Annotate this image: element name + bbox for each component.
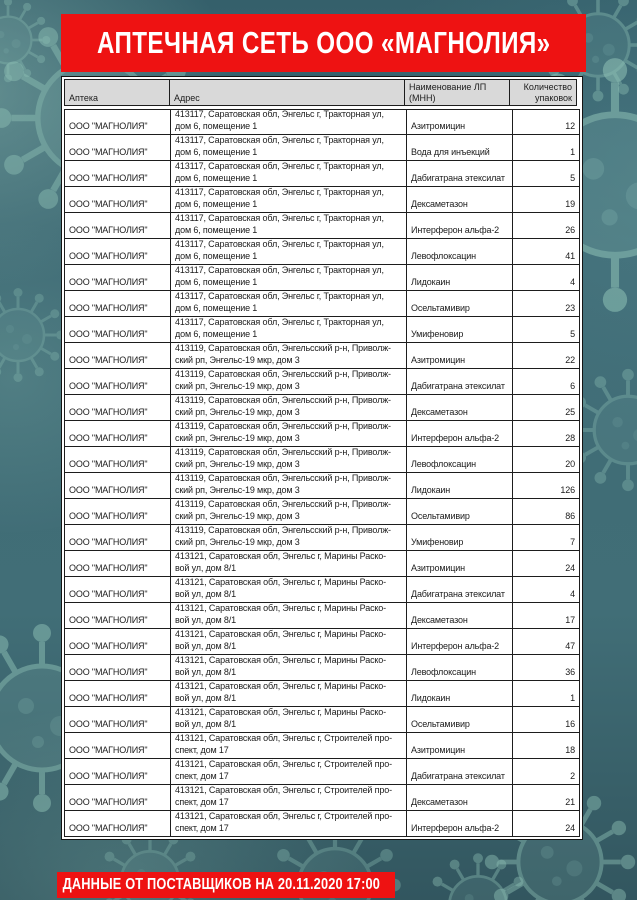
package-count: 22 [512, 343, 580, 369]
package-count: 4 [512, 577, 580, 603]
table-row [64, 603, 580, 629]
table-row [64, 421, 580, 447]
table-row [64, 369, 580, 395]
table-row [64, 629, 580, 655]
address-line-1: 413119, Саратовская обл, Энгельсский р-н, Приволж- [175, 343, 391, 353]
pharmacy-name: ООО "МАГНОЛИЯ" [64, 109, 170, 135]
package-count: 20 [512, 447, 580, 473]
table-row [64, 811, 580, 837]
address-line-2: дом 6, помещение 1 [175, 224, 258, 235]
address-line-2: ский рп, Энгельс-19 мкр, дом 3 [175, 432, 300, 443]
address-line-1: 413121, Саратовская обл, Энгельс г, Марины Раско- [175, 655, 387, 665]
address-line-2: дом 6, помещение 1 [175, 250, 258, 261]
drug-name: Умифеновир [406, 525, 512, 551]
package-count: 17 [512, 603, 580, 629]
table-row [64, 239, 580, 265]
address-cell [170, 655, 406, 681]
table-row [64, 577, 580, 603]
pharmacy-name: ООО "МАГНОЛИЯ" [64, 655, 170, 681]
address-line-1: 413119, Саратовская обл, Энгельсский р-н, Приволж- [175, 421, 391, 431]
pharmacy-name: ООО "МАГНОЛИЯ" [64, 395, 170, 421]
address-line-1: 413117, Саратовская обл, Энгельс г, Тракторная ул, [175, 109, 384, 119]
address-line-2: спект, дом 17 [175, 770, 229, 781]
address-line-1: 413119, Саратовская обл, Энгельсский р-н, Приволж- [175, 369, 391, 379]
address-cell [170, 733, 406, 759]
table-row [64, 759, 580, 785]
address-line-1: 413117, Саратовская обл, Энгельс г, Тракторная ул, [175, 317, 384, 327]
package-count: 2 [512, 759, 580, 785]
package-count: 28 [512, 421, 580, 447]
drug-name: Лидокаин [406, 473, 512, 499]
address-line-1: 413121, Саратовская обл, Энгельс г, Строителей про- [175, 811, 392, 821]
drug-name: Дексаметазон [406, 395, 512, 421]
pharmacy-name: ООО "МАГНОЛИЯ" [64, 265, 170, 291]
address-line-1: 413121, Саратовская обл, Энгельс г, Строителей про- [175, 785, 392, 795]
column-header-pharmacy: Аптека [64, 79, 170, 106]
drug-name: Вода для инъекций [406, 135, 512, 161]
pharmacy-stock-table [61, 76, 583, 840]
package-count: 86 [512, 499, 580, 525]
drug-name: Осельтамивир [406, 291, 512, 317]
package-count: 23 [512, 291, 580, 317]
drug-name: Осельтамивир [406, 499, 512, 525]
pharmacy-name: ООО "МАГНОЛИЯ" [64, 421, 170, 447]
drug-name: Левофлоксацин [406, 239, 512, 265]
package-count: 6 [512, 369, 580, 395]
address-line-1: 413121, Саратовская обл, Энгельс г, Строителей про- [175, 733, 392, 743]
address-line-1: 413117, Саратовская обл, Энгельс г, Тракторная ул, [175, 135, 384, 145]
address-cell [170, 629, 406, 655]
pharmacy-name: ООО "МАГНОЛИЯ" [64, 733, 170, 759]
footer-text: ДАННЫЕ ОТ ПОСТАВЩИКОВ НА 20.11.2020 17:00 [62, 876, 381, 893]
address-line-1: 413117, Саратовская обл, Энгельс г, Тракторная ул, [175, 187, 384, 197]
address-line-2: дом 6, помещение 1 [175, 328, 258, 339]
pharmacy-name: ООО "МАГНОЛИЯ" [64, 317, 170, 343]
pharmacy-name: ООО "МАГНОЛИЯ" [64, 135, 170, 161]
table-row [64, 187, 580, 213]
address-line-1: 413119, Саратовская обл, Энгельсский р-н, Приволж- [175, 525, 391, 535]
pharmacy-name: ООО "МАГНОЛИЯ" [64, 161, 170, 187]
package-count: 25 [512, 395, 580, 421]
address-cell [170, 187, 406, 213]
pharmacy-name: ООО "МАГНОЛИЯ" [64, 681, 170, 707]
table-row [64, 291, 580, 317]
table-row [64, 785, 580, 811]
address-line-2: ский рп, Энгельс-19 мкр, дом 3 [175, 406, 300, 417]
drug-name: Дексаметазон [406, 603, 512, 629]
address-cell [170, 135, 406, 161]
package-count: 24 [512, 811, 580, 837]
drug-name: Лидокаин [406, 265, 512, 291]
table-row [64, 655, 580, 681]
address-line-2: вой ул, дом 8/1 [175, 640, 236, 651]
drug-name: Осельтамивир [406, 707, 512, 733]
drug-name: Дабигатрана этексилат [406, 577, 512, 603]
drug-name: Лидокаин [406, 681, 512, 707]
address-cell [170, 785, 406, 811]
address-cell [170, 707, 406, 733]
address-cell [170, 603, 406, 629]
address-cell [170, 109, 406, 135]
address-cell [170, 343, 406, 369]
drug-name: Дексаметазон [406, 785, 512, 811]
pharmacy-name: ООО "МАГНОЛИЯ" [64, 707, 170, 733]
address-line-2: спект, дом 17 [175, 796, 229, 807]
table-row [64, 447, 580, 473]
package-count: 5 [512, 161, 580, 187]
table-body [64, 109, 580, 837]
address-cell [170, 239, 406, 265]
package-count: 5 [512, 317, 580, 343]
table-row [64, 499, 580, 525]
pharmacy-name: ООО "МАГНОЛИЯ" [64, 187, 170, 213]
address-line-2: ский рп, Энгельс-19 мкр, дом 3 [175, 354, 300, 365]
address-line-2: вой ул, дом 8/1 [175, 718, 236, 729]
address-line-1: 413119, Саратовская обл, Энгельсский р-н, Приволж- [175, 395, 391, 405]
pharmacy-name: ООО "МАГНОЛИЯ" [64, 603, 170, 629]
address-line-2: вой ул, дом 8/1 [175, 614, 236, 625]
address-line-2: дом 6, помещение 1 [175, 198, 258, 209]
pharmacy-name: ООО "МАГНОЛИЯ" [64, 785, 170, 811]
pharmacy-name: ООО "МАГНОЛИЯ" [64, 213, 170, 239]
package-count: 19 [512, 187, 580, 213]
pharmacy-name: ООО "МАГНОЛИЯ" [64, 239, 170, 265]
address-line-1: 413121, Саратовская обл, Энгельс г, Марины Раско- [175, 629, 387, 639]
pharmacy-name: ООО "МАГНОЛИЯ" [64, 473, 170, 499]
address-cell [170, 317, 406, 343]
address-line-2: ский рп, Энгельс-19 мкр, дом 3 [175, 458, 300, 469]
drug-name: Азитромицин [406, 109, 512, 135]
address-line-2: вой ул, дом 8/1 [175, 588, 236, 599]
pharmacy-name: ООО "МАГНОЛИЯ" [64, 811, 170, 837]
drug-name: Левофлоксацин [406, 447, 512, 473]
address-line-1: 413121, Саратовская обл, Энгельс г, Марины Раско- [175, 681, 387, 691]
drug-name: Умифеновир [406, 317, 512, 343]
address-cell [170, 551, 406, 577]
drug-name: Дабигатрана этексилат [406, 369, 512, 395]
address-line-2: ский рп, Энгельс-19 мкр, дом 3 [175, 484, 300, 495]
table-row [64, 213, 580, 239]
address-line-2: вой ул, дом 8/1 [175, 562, 236, 573]
drug-name: Дексаметазон [406, 187, 512, 213]
package-count: 12 [512, 109, 580, 135]
address-line-2: ский рп, Энгельс-19 мкр, дом 3 [175, 536, 300, 547]
package-count: 47 [512, 629, 580, 655]
address-line-1: 413117, Саратовская обл, Энгельс г, Тракторная ул, [175, 161, 384, 171]
address-cell [170, 811, 406, 837]
address-line-2: дом 6, помещение 1 [175, 302, 258, 313]
address-line-1: 413121, Саратовская обл, Энгельс г, Марины Раско- [175, 707, 387, 717]
table-row [64, 473, 580, 499]
address-line-2: ский рп, Энгельс-19 мкр, дом 3 [175, 510, 300, 521]
table-row [64, 317, 580, 343]
address-cell [170, 525, 406, 551]
address-line-2: спект, дом 17 [175, 822, 229, 833]
address-line-1: 413119, Саратовская обл, Энгельсский р-н, Приволж- [175, 499, 391, 509]
package-count: 126 [512, 473, 580, 499]
table-row [64, 733, 580, 759]
package-count: 24 [512, 551, 580, 577]
title-banner [61, 14, 586, 72]
column-header-drug-name: Наименование ЛП (МНН) [404, 79, 510, 106]
package-count: 36 [512, 655, 580, 681]
pharmacy-name: ООО "МАГНОЛИЯ" [64, 577, 170, 603]
drug-name: Дабигатрана этексилат [406, 161, 512, 187]
pharmacy-name: ООО "МАГНОЛИЯ" [64, 447, 170, 473]
package-count: 1 [512, 135, 580, 161]
address-line-2: дом 6, помещение 1 [175, 276, 258, 287]
address-cell [170, 759, 406, 785]
table-header-row [64, 79, 580, 106]
address-cell [170, 421, 406, 447]
address-line-2: вой ул, дом 8/1 [175, 692, 236, 703]
address-line-1: 413121, Саратовская обл, Энгельс г, Марины Раско- [175, 603, 387, 613]
pharmacy-name: ООО "МАГНОЛИЯ" [64, 369, 170, 395]
drug-name: Дабигатрана этексилат [406, 759, 512, 785]
page-title: АПТЕЧНАЯ СЕТЬ ООО «МАГНОЛИЯ» [96, 25, 551, 60]
package-count: 7 [512, 525, 580, 551]
drug-name: Азитромицин [406, 343, 512, 369]
address-cell [170, 447, 406, 473]
pharmacy-name: ООО "МАГНОЛИЯ" [64, 525, 170, 551]
address-line-1: 413119, Саратовская обл, Энгельсский р-н, Приволж- [175, 447, 391, 457]
drug-name: Интерферон альфа-2 [406, 213, 512, 239]
address-line-2: дом 6, помещение 1 [175, 120, 258, 131]
package-count: 18 [512, 733, 580, 759]
column-header-package-count: Количество упаковок [509, 79, 577, 106]
table-row [64, 551, 580, 577]
address-cell [170, 577, 406, 603]
address-cell [170, 291, 406, 317]
address-line-2: дом 6, помещение 1 [175, 146, 258, 157]
address-cell [170, 369, 406, 395]
address-line-2: вой ул, дом 8/1 [175, 666, 236, 677]
address-line-1: 413117, Саратовская обл, Энгельс г, Тракторная ул, [175, 239, 384, 249]
table-row [64, 135, 580, 161]
table-row [64, 343, 580, 369]
pharmacy-name: ООО "МАГНОЛИЯ" [64, 759, 170, 785]
address-cell [170, 213, 406, 239]
address-line-2: ский рп, Энгельс-19 мкр, дом 3 [175, 380, 300, 391]
package-count: 1 [512, 681, 580, 707]
pharmacy-name: ООО "МАГНОЛИЯ" [64, 629, 170, 655]
pharmacy-name: ООО "МАГНОЛИЯ" [64, 291, 170, 317]
package-count: 16 [512, 707, 580, 733]
address-cell [170, 161, 406, 187]
address-cell [170, 681, 406, 707]
column-header-address: Адрес [169, 79, 405, 106]
package-count: 26 [512, 213, 580, 239]
table-row [64, 525, 580, 551]
address-cell [170, 265, 406, 291]
address-line-2: дом 6, помещение 1 [175, 172, 258, 183]
drug-name: Азитромицин [406, 551, 512, 577]
table-row [64, 681, 580, 707]
address-line-1: 413117, Саратовская обл, Энгельс г, Тракторная ул, [175, 291, 384, 301]
address-line-1: 413117, Саратовская обл, Энгельс г, Тракторная ул, [175, 265, 384, 275]
drug-name: Интерферон альфа-2 [406, 421, 512, 447]
address-cell [170, 395, 406, 421]
pharmacy-name: ООО "МАГНОЛИЯ" [64, 343, 170, 369]
package-count: 41 [512, 239, 580, 265]
address-line-1: 413119, Саратовская обл, Энгельсский р-н, Приволж- [175, 473, 391, 483]
table-row [64, 161, 580, 187]
table-row [64, 265, 580, 291]
drug-name: Интерферон альфа-2 [406, 629, 512, 655]
address-cell [170, 473, 406, 499]
table-row [64, 109, 580, 135]
drug-name: Левофлоксацин [406, 655, 512, 681]
table-row [64, 395, 580, 421]
address-line-1: 413117, Саратовская обл, Энгельс г, Тракторная ул, [175, 213, 384, 223]
pharmacy-name: ООО "МАГНОЛИЯ" [64, 551, 170, 577]
address-cell [170, 499, 406, 525]
address-line-1: 413121, Саратовская обл, Энгельс г, Марины Раско- [175, 551, 387, 561]
footer-banner [57, 872, 395, 898]
address-line-2: спект, дом 17 [175, 744, 229, 755]
package-count: 21 [512, 785, 580, 811]
address-line-1: 413121, Саратовская обл, Энгельс г, Строителей про- [175, 759, 392, 769]
drug-name: Азитромицин [406, 733, 512, 759]
package-count: 4 [512, 265, 580, 291]
pharmacy-name: ООО "МАГНОЛИЯ" [64, 499, 170, 525]
address-line-1: 413121, Саратовская обл, Энгельс г, Марины Раско- [175, 577, 387, 587]
drug-name: Интерферон альфа-2 [406, 811, 512, 837]
table-row [64, 707, 580, 733]
